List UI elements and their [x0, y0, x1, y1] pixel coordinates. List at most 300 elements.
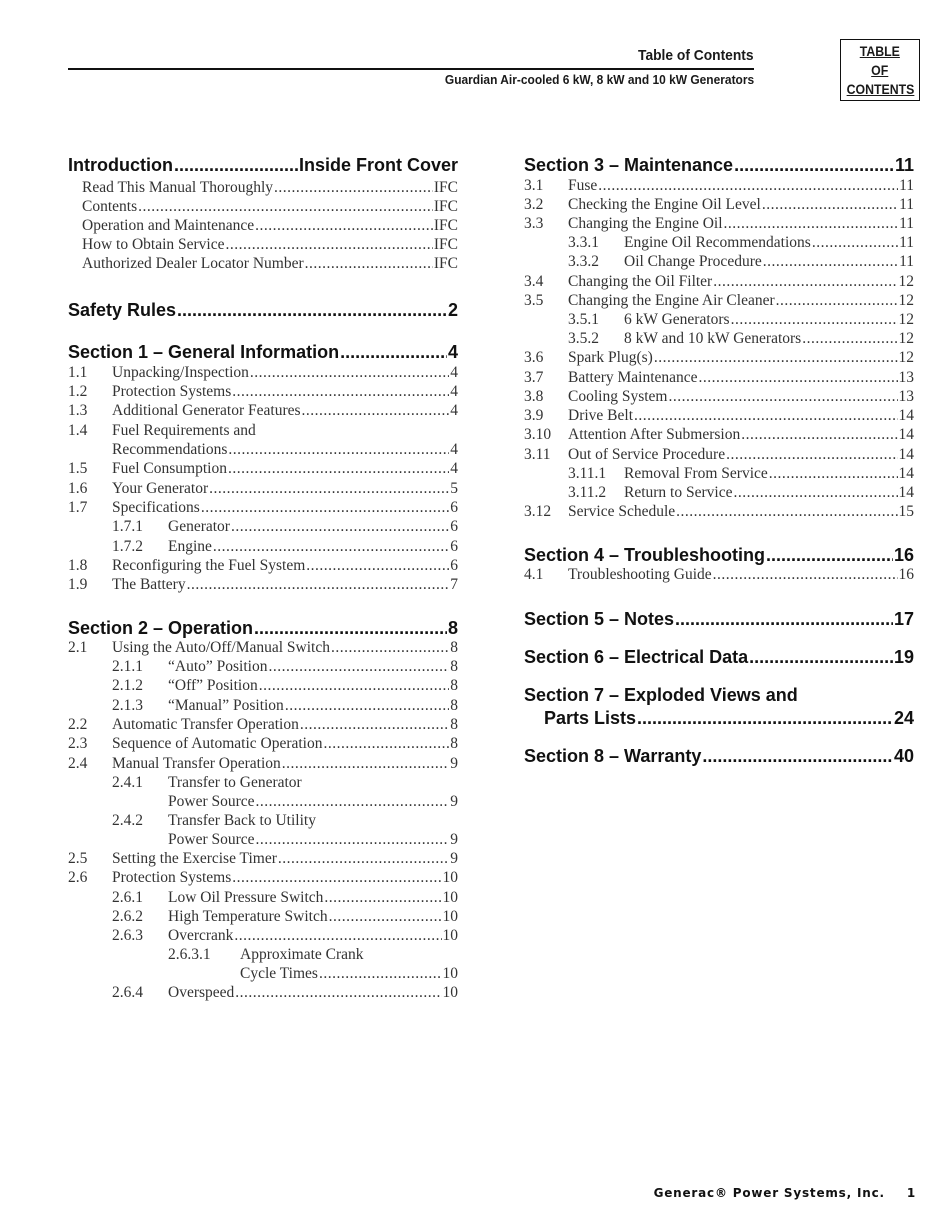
tab-label-line: CONTENTS [846, 80, 914, 97]
dot-leader [675, 609, 893, 630]
toc-entry[interactable] [112, 831, 458, 849]
toc-entry-number: 3.1 [524, 177, 544, 194]
toc-page-number: 4 [447, 342, 458, 362]
toc-entry-number: 3.6 [524, 349, 544, 366]
toc-entry[interactable] [68, 499, 458, 517]
toc-page-number: 9 [450, 850, 458, 867]
toc-entry[interactable] [68, 869, 458, 887]
toc-entry-label: Changing the Engine Oil [568, 215, 723, 232]
toc-entry-label: Setting the Exercise Timer [112, 850, 277, 867]
toc-page-number: 8 [450, 716, 458, 733]
page-number: 1 [906, 1186, 916, 1200]
toc-entry[interactable] [168, 965, 458, 983]
toc-entry[interactable] [112, 677, 458, 695]
toc-page-number: 4 [450, 441, 458, 458]
toc-entry-label: Read This Manual Thoroughly [82, 179, 274, 196]
toc-page-number: 5 [450, 480, 458, 497]
dot-leader [637, 708, 893, 729]
toc-entry[interactable] [112, 538, 458, 556]
toc-entry[interactable] [524, 426, 914, 444]
toc-entry[interactable] [568, 311, 914, 329]
toc-entry[interactable] [68, 735, 458, 753]
toc-entry[interactable] [68, 383, 458, 401]
toc-section-title: Parts Lists [544, 708, 637, 728]
toc-entry-label: Overspeed [168, 984, 235, 1001]
toc-entry-label: Using the Auto/Off/Manual Switch [112, 639, 330, 656]
toc-entry-label: High Temperature Switch [168, 908, 328, 925]
toc-entry-number: 3.5.2 [568, 330, 599, 347]
toc-entry-number: 3.10 [524, 426, 552, 443]
dot-leader [274, 179, 433, 197]
toc-entry[interactable] [568, 330, 914, 348]
toc-page-number: 12 [898, 349, 914, 366]
dot-leader [741, 426, 897, 444]
toc-page-number: 14 [898, 446, 914, 463]
toc-page-number: IFC [433, 217, 458, 234]
dot-leader [319, 965, 442, 983]
toc-entry[interactable] [112, 793, 458, 811]
toc-section-heading[interactable] [68, 342, 458, 363]
toc-entry[interactable] [524, 349, 914, 367]
toc-page-number: IFC [433, 255, 458, 272]
toc-entry-number: 1.1 [68, 364, 88, 381]
toc-entry-number: 3.5.1 [568, 311, 599, 328]
dot-leader [282, 755, 450, 773]
toc-section-title: Section 1 – General Information [68, 342, 340, 362]
toc-section-heading[interactable] [524, 685, 914, 706]
toc-entry-label: Authorized Dealer Locator Number [82, 255, 304, 272]
dot-leader [256, 831, 450, 849]
dot-leader [668, 388, 897, 406]
dot-leader [256, 793, 450, 811]
toc-page-number: 12 [898, 330, 914, 347]
toc-page-number: 11 [899, 253, 914, 270]
toc-page-number: 4 [450, 460, 458, 477]
toc-page-number: 4 [450, 402, 458, 419]
toc-section-heading[interactable] [68, 155, 458, 176]
dot-leader [654, 349, 898, 367]
dot-leader [250, 364, 449, 382]
toc-entry-number: 2.6.4 [112, 984, 143, 1001]
page-header [0, 0, 950, 110]
toc-page-number: 13 [898, 388, 914, 405]
toc-page-number: 6 [450, 518, 458, 535]
dot-leader [749, 647, 893, 668]
toc-entry-label: 8 kW and 10 kW Generators [624, 330, 802, 347]
dot-leader [232, 383, 449, 401]
toc-entry-label: Automatic Transfer Operation [112, 716, 299, 733]
toc-entry[interactable] [112, 908, 458, 926]
toc-page-number: 10 [442, 984, 458, 1001]
dot-leader [209, 480, 449, 498]
toc-page-number: 14 [898, 426, 914, 443]
toc-page-number: 10 [442, 908, 458, 925]
toc-entry[interactable] [568, 253, 914, 271]
toc-entry[interactable] [524, 196, 914, 214]
toc-entry-number: 2.1 [68, 639, 88, 656]
toc-entry-number: 1.4 [68, 422, 88, 439]
toc-entry-label: Additional Generator Features [112, 402, 301, 419]
toc-entry-label: Fuel Consumption [112, 460, 227, 477]
toc-entry[interactable] [68, 576, 458, 594]
toc-entry-label: Generator [168, 518, 230, 535]
toc-entry-number: 3.3 [524, 215, 544, 232]
toc-page-number: IFC [433, 198, 458, 215]
toc-entry-number: 3.12 [524, 503, 552, 520]
dot-leader [726, 446, 897, 464]
dot-leader [285, 697, 449, 715]
toc-entry-label: Checking the Engine Oil Level [568, 196, 761, 213]
toc-entry-label: Cycle Times [240, 965, 318, 982]
toc-entry-label: Changing the Oil Filter [568, 273, 713, 290]
toc-page-number: 4 [450, 383, 458, 400]
toc-entry[interactable] [568, 465, 914, 483]
toc-section-title: Section 4 – Troubleshooting [524, 545, 766, 565]
toc-entry[interactable] [68, 557, 458, 575]
toc-entry-label: Specifications [112, 499, 200, 516]
toc-page-number: 14 [898, 407, 914, 424]
toc-page-number: 17 [893, 609, 914, 629]
toc-page-number: 6 [450, 557, 458, 574]
tab-label-line: OF [871, 61, 889, 78]
toc-entry[interactable] [568, 234, 914, 252]
toc-section-title: Section 6 – Electrical Data [524, 647, 749, 667]
toc-entry-label: Transfer Back to Utility [168, 812, 316, 829]
toc-section-title: Section 5 – Notes [524, 609, 675, 629]
toc-page-number: 11 [899, 196, 914, 213]
dot-leader [259, 677, 450, 695]
toc-entry[interactable] [82, 236, 458, 254]
toc-section-title: Section 2 – Operation [68, 618, 254, 638]
dot-leader [331, 639, 449, 657]
toc-entry-number: 4.1 [524, 566, 544, 583]
toc-entry-number: 3.9 [524, 407, 544, 424]
toc-entry-number: 3.11.1 [568, 465, 607, 482]
dot-leader [634, 407, 898, 425]
dot-leader [254, 618, 447, 639]
dot-leader [174, 155, 298, 176]
toc-entry-label: Return to Service [624, 484, 733, 501]
toc-entry[interactable] [524, 503, 914, 521]
toc-entry[interactable] [68, 716, 458, 734]
toc-page-number: Inside Front Cover [298, 155, 458, 175]
toc-entry-label: Removal From Service [624, 465, 768, 482]
toc-entry-number: 1.3 [68, 402, 88, 419]
dot-leader [302, 402, 450, 420]
toc-section-title: Section 8 – Warranty [524, 746, 702, 766]
dot-leader [702, 746, 893, 767]
toc-entry[interactable] [524, 407, 914, 425]
toc-entry[interactable] [112, 697, 458, 715]
toc-entry-number: 2.1.1 [112, 658, 143, 675]
toc-entry-label: Spark Plug(s) [568, 349, 653, 366]
dot-leader [213, 538, 449, 556]
dot-leader [724, 215, 899, 233]
toc-entry-label: Protection Systems [112, 869, 232, 886]
dot-leader [231, 518, 449, 536]
toc-section-heading[interactable] [68, 300, 458, 321]
toc-entry-label: Changing the Engine Air Cleaner [568, 292, 775, 309]
toc-entry[interactable] [524, 446, 914, 464]
toc-entry[interactable] [524, 292, 914, 310]
toc-page-number: 6 [450, 538, 458, 555]
toc-entry-label: Operation and Maintenance [82, 217, 255, 234]
toc-entry-number: 2.4.1 [112, 774, 143, 791]
dot-leader [812, 234, 898, 252]
dot-leader [324, 889, 441, 907]
toc-entry-label: Your Generator [112, 480, 209, 497]
company-name: Generac® Power Systems, Inc. [653, 1186, 885, 1200]
dot-leader [329, 908, 442, 926]
dot-leader [776, 292, 898, 310]
toc-entry-number: 1.7.2 [112, 538, 143, 555]
toc-page-number: 12 [898, 273, 914, 290]
toc-entry-label: “Auto” Position [168, 658, 268, 675]
toc-entry-number: 3.3.2 [568, 253, 599, 270]
toc-section-heading[interactable] [544, 708, 914, 729]
toc-entry-number: 2.6 [68, 869, 88, 886]
toc-entry-label: Oil Change Procedure [624, 253, 762, 270]
dot-leader [306, 557, 449, 575]
toc-page-number: 16 [893, 545, 914, 565]
toc-entry[interactable] [112, 658, 458, 676]
dot-leader [734, 155, 894, 176]
toc-entry[interactable] [112, 518, 458, 536]
toc-entry-number: 2.6.2 [112, 908, 143, 925]
toc-entry-label: Power Source [168, 793, 255, 810]
toc-page-number: 10 [442, 889, 458, 906]
toc-entry[interactable] [524, 273, 914, 291]
toc-page-number: 14 [898, 484, 914, 501]
toc-entry-label: Recommendations [112, 441, 228, 458]
dot-leader [802, 330, 897, 348]
toc-entry-number: 2.2 [68, 716, 88, 733]
toc-page-number: 15 [898, 503, 914, 520]
toc-entry[interactable] [112, 889, 458, 907]
toc-entry[interactable] [82, 179, 458, 197]
toc-page-number: 9 [450, 831, 458, 848]
toc-entry[interactable] [82, 255, 458, 273]
toc-page-number: 24 [893, 708, 914, 728]
toc-entry-label: Power Source [168, 831, 255, 848]
toc-section-title: Introduction [68, 155, 173, 175]
toc-entry[interactable] [68, 850, 458, 868]
toc-entry-label: Fuel Requirements and [112, 422, 256, 439]
toc-entry[interactable] [68, 755, 458, 773]
toc-entry[interactable] [524, 388, 914, 406]
toc-section-heading[interactable] [524, 609, 914, 630]
toc-page-number: 8 [450, 677, 458, 694]
dot-leader [225, 236, 432, 254]
toc-entry-label: 6 kW Generators [624, 311, 730, 328]
toc-entry[interactable] [112, 774, 458, 792]
toc-page-number: 8 [450, 735, 458, 752]
toc-entry-number: 2.1.2 [112, 677, 143, 694]
dot-leader [763, 253, 898, 271]
dot-leader [255, 217, 433, 235]
dot-leader [769, 465, 898, 483]
toc-page-number: 7 [450, 576, 458, 593]
toc-entry-label: Drive Belt [568, 407, 633, 424]
toc-entry-number: 2.6.3 [112, 927, 143, 944]
toc-page-number: 19 [893, 647, 914, 667]
dot-leader [766, 545, 893, 566]
toc-entry-label: The Battery [112, 576, 186, 593]
toc-page-number: 11 [899, 177, 914, 194]
toc-entry[interactable] [68, 402, 458, 420]
dot-leader [201, 499, 449, 517]
dot-leader [699, 369, 898, 387]
toc-entry-number: 1.7.1 [112, 518, 143, 535]
document-title: Table of Contents [638, 47, 754, 64]
page-footer [654, 1186, 916, 1200]
toc-entry[interactable] [68, 639, 458, 657]
toc-entry-number: 3.11.2 [568, 484, 607, 501]
toc-entry-number: 1.8 [68, 557, 88, 574]
toc-entry[interactable] [524, 566, 914, 584]
toc-entry-label: Fuse [568, 177, 598, 194]
toc-page-number: IFC [433, 236, 458, 253]
toc-entry-label: Contents [82, 198, 138, 215]
toc-page-number: 11 [894, 155, 914, 175]
toc-entry[interactable] [524, 177, 914, 195]
toc-entry-number: 2.3 [68, 735, 88, 752]
toc-page-number: 10 [442, 869, 458, 886]
toc-entry[interactable] [68, 422, 458, 440]
toc-section-heading[interactable] [68, 618, 458, 639]
toc-page-number: 9 [450, 793, 458, 810]
toc-entry-label: Cooling System [568, 388, 668, 405]
toc-page-number: 11 [899, 215, 914, 232]
toc-entry-label: Manual Transfer Operation [112, 755, 281, 772]
toc-page-number: 10 [442, 965, 458, 982]
toc-page-number: 14 [898, 465, 914, 482]
dot-leader [305, 255, 433, 273]
dot-leader [232, 869, 441, 887]
toc-entry-label: Protection Systems [112, 383, 232, 400]
dot-leader [234, 927, 441, 945]
toc-entry-number: 2.1.3 [112, 697, 143, 714]
toc-page-number: 9 [450, 755, 458, 772]
toc-entry[interactable] [524, 215, 914, 233]
toc-entry-number: 2.5 [68, 850, 88, 867]
tab-label-line: TABLE [859, 42, 901, 59]
toc-page-number: 12 [898, 292, 914, 309]
toc-entry-number: 2.6.1 [112, 889, 143, 906]
toc-section-title: Section 3 – Maintenance [524, 155, 734, 175]
toc-entry-label: Battery Maintenance [568, 369, 698, 386]
toc-page-number: 13 [898, 369, 914, 386]
toc-page-number: 4 [450, 364, 458, 381]
dot-leader [713, 566, 898, 584]
toc-entry-label: Attention After Submersion [568, 426, 741, 443]
dot-leader [235, 984, 441, 1002]
dot-leader [762, 196, 898, 214]
dot-leader [598, 177, 898, 195]
toc-entry-label: Approximate Crank [240, 946, 364, 963]
toc-entry-label: Sequence of Automatic Operation [112, 735, 323, 752]
toc-page-number: IFC [433, 179, 458, 196]
toc-section-title: Safety Rules [68, 300, 177, 320]
toc-entry-number: 1.2 [68, 383, 88, 400]
toc-page-number: 6 [450, 499, 458, 516]
toc-entry-number: 1.5 [68, 460, 88, 477]
toc-entry-number: 3.7 [524, 369, 544, 386]
toc-page-number: 8 [450, 697, 458, 714]
toc-entry[interactable] [112, 927, 458, 945]
toc-entry-number: 2.4 [68, 755, 88, 772]
toc-entry-label: Reconfiguring the Fuel System [112, 557, 306, 574]
toc-entry[interactable] [568, 484, 914, 502]
toc-entry[interactable] [112, 984, 458, 1002]
dot-leader [676, 503, 897, 521]
toc-entry[interactable] [524, 369, 914, 387]
dot-leader [278, 850, 449, 868]
header-rule [68, 68, 754, 70]
toc-entry-number: 3.5 [524, 292, 544, 309]
toc-entry[interactable] [68, 441, 458, 459]
toc-entry-label: Unpacking/Inspection [112, 364, 249, 381]
toc-entry-number: 2.6.3.1 [168, 946, 211, 963]
dot-leader [713, 273, 897, 291]
toc-entry-label: Service Schedule [568, 503, 676, 520]
dot-leader [323, 735, 449, 753]
toc-entry-label: Engine Oil Recommendations [624, 234, 811, 251]
toc-entry-number: 3.8 [524, 388, 544, 405]
toc-section-heading[interactable] [524, 746, 914, 767]
dot-leader [228, 441, 449, 459]
toc-page-number: 2 [447, 300, 458, 320]
toc-page-number: 12 [898, 311, 914, 328]
dot-leader [731, 311, 898, 329]
toc-entry[interactable] [68, 460, 458, 478]
toc-entry-label: How to Obtain Service [82, 236, 225, 253]
toc-entry-label: “Off” Position [168, 677, 258, 694]
toc-page-number: 8 [450, 658, 458, 675]
toc-entry[interactable] [82, 217, 458, 235]
toc-entry-label: Out of Service Procedure [568, 446, 726, 463]
toc-entry[interactable] [112, 812, 458, 830]
document-subtitle: Guardian Air-cooled 6 kW, 8 kW and 10 kW Generators [444, 72, 754, 87]
toc-entry-number: 1.7 [68, 499, 88, 516]
toc-entry-number: 3.2 [524, 196, 544, 213]
toc-section-heading[interactable] [524, 155, 914, 176]
table-of-contents-tab [840, 39, 920, 101]
toc-entry-number: 3.11 [524, 446, 551, 463]
toc-entry[interactable] [168, 946, 458, 964]
toc-entry-label: Overcrank [168, 927, 234, 944]
dot-leader [268, 658, 449, 676]
dot-leader [138, 198, 433, 216]
toc-entry-label: Troubleshooting Guide [568, 566, 712, 583]
toc-section-heading[interactable] [524, 647, 914, 668]
dot-leader [733, 484, 897, 502]
toc-entry[interactable] [68, 480, 458, 498]
toc-page-number: 40 [893, 746, 914, 766]
toc-entry-number: 2.4.2 [112, 812, 143, 829]
toc-page-number: 8 [447, 618, 458, 638]
toc-entry[interactable] [82, 198, 458, 216]
dot-leader [187, 576, 450, 594]
dot-leader [177, 300, 447, 321]
toc-section-heading[interactable] [524, 545, 914, 566]
toc-section-title: Section 7 – Exploded Views and [524, 685, 798, 705]
toc-entry[interactable] [68, 364, 458, 382]
toc-entry-number: 3.4 [524, 273, 544, 290]
dot-leader [300, 716, 449, 734]
toc-entry-label: “Manual” Position [168, 697, 284, 714]
dot-leader [340, 342, 447, 363]
